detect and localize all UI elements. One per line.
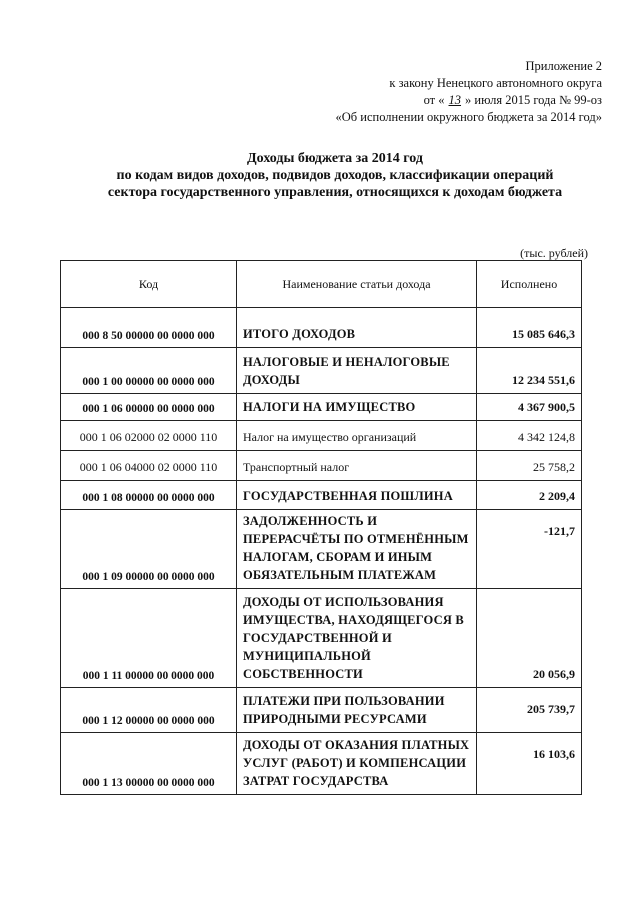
row-value: 16 103,6: [477, 733, 582, 795]
row-name: Налог на имущество организаций: [237, 421, 477, 451]
row-code: 000 1 09 00000 00 0000 000: [61, 510, 237, 589]
row-code: 000 8 50 00000 00 0000 000: [61, 308, 237, 348]
row-code: 000 1 13 00000 00 0000 000: [61, 733, 237, 795]
row-value: 20 056,9: [477, 589, 582, 688]
row-value: 12 234 551,6: [477, 348, 582, 394]
row-code: 000 1 06 02000 02 0000 110: [61, 421, 237, 451]
document-title: [40, 150, 630, 201]
row-code: 000 1 11 00000 00 0000 000: [61, 589, 237, 688]
row-code: 000 1 12 00000 00 0000 000: [61, 688, 237, 733]
row-value: 2 209,4: [477, 481, 582, 510]
header-executed: Исполнено: [477, 261, 582, 308]
row-value: -121,7: [477, 510, 582, 589]
table-row: [61, 451, 582, 481]
table-row: [61, 733, 582, 795]
units-label: (тыс. рублей): [520, 246, 588, 260]
appendix-date-day: 13: [448, 93, 462, 107]
row-name: ИТОГО ДОХОДОВ: [237, 308, 477, 348]
title-line-1: Доходы бюджета за 2014 год: [247, 151, 423, 166]
row-code: 000 1 06 04000 02 0000 110: [61, 451, 237, 481]
appendix-number: Приложение 2: [525, 59, 602, 73]
row-value: 4 367 900,5: [477, 394, 582, 421]
row-name: НАЛОГОВЫЕ И НЕНАЛОГОВЫЕ ДОХОДЫ: [237, 348, 477, 394]
row-name: ДОХОДЫ ОТ ОКАЗАНИЯ ПЛАТНЫХ УСЛУГ (РАБОТ) И КОМПЕНСАЦИИ ЗАТРАТ ГОСУДАРСТВА: [237, 733, 477, 795]
row-name: ЗАДОЛЖЕННОСТЬ И ПЕРЕРАСЧЁТЫ ПО ОТМЕНЁННЫМ НАЛОГАМ, СБОРАМ И ИНЫМ ОБЯЗАТЕЛЬНЫМ ПЛАТЕЖАМ: [237, 510, 477, 589]
table-row: [61, 308, 582, 348]
row-name: ДОХОДЫ ОТ ИСПОЛЬЗОВАНИЯ ИМУЩЕСТВА, НАХОДЯЩЕГОСЯ В ГОСУДАРСТВЕННОЙ И МУНИЦИПАЛЬНОЙ СОБСТВЕННОСТИ: [237, 589, 477, 688]
appendix-date-suffix: » июля 2015 года № 99-оз: [465, 93, 602, 107]
row-code: 000 1 00 00000 00 0000 000: [61, 348, 237, 394]
table-row: [61, 589, 582, 688]
appendix-law-reference: к закону Ненецкого автономного округа: [389, 76, 602, 90]
row-name: Транспортный налог: [237, 451, 477, 481]
header-name: Наименование статьи дохода: [237, 261, 477, 308]
row-value: 15 085 646,3: [477, 308, 582, 348]
row-value: 4 342 124,8: [477, 421, 582, 451]
table-row: [61, 394, 582, 421]
row-code: 000 1 06 00000 00 0000 000: [61, 394, 237, 421]
row-code: 000 1 08 00000 00 0000 000: [61, 481, 237, 510]
appendix-law-title: «Об исполнении окружного бюджета за 2014 год»: [335, 110, 602, 124]
row-value: 205 739,7: [477, 688, 582, 733]
appendix-header: [336, 58, 603, 126]
table-header-row: [61, 261, 582, 308]
table-row: [61, 421, 582, 451]
table-row: [61, 688, 582, 733]
table-row: [61, 348, 582, 394]
appendix-date-prefix: от «: [423, 93, 445, 107]
table-row: [61, 481, 582, 510]
revenue-table: [60, 260, 582, 795]
title-line-2: по кодам видов доходов, подвидов доходов, классификации операций: [116, 168, 554, 183]
row-name: ГОСУДАРСТВЕННАЯ ПОШЛИНА: [237, 481, 477, 510]
header-code: Код: [61, 261, 237, 308]
table-row: [61, 510, 582, 589]
row-name: ПЛАТЕЖИ ПРИ ПОЛЬЗОВАНИИ ПРИРОДНЫМИ РЕСУРСАМИ: [237, 688, 477, 733]
row-name: НАЛОГИ НА ИМУЩЕСТВО: [237, 394, 477, 421]
appendix-law-date: [336, 92, 603, 109]
title-line-3: сектора государственного управления, относящихся к доходам бюджета: [107, 185, 563, 200]
row-value: 25 758,2: [477, 451, 582, 481]
